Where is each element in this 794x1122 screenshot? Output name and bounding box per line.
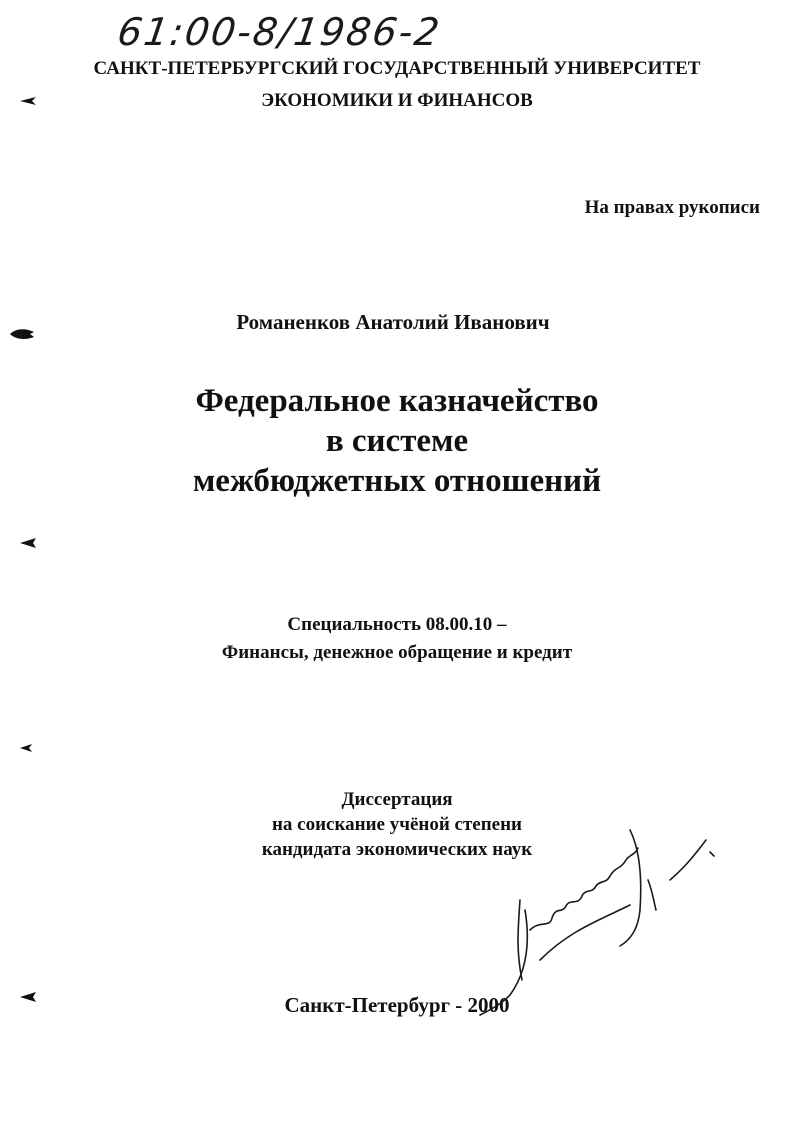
title-line-2: в системе [325,423,469,459]
university-line-2: ЭКОНОМИКИ И ФИНАНСОВ [261,90,533,111]
title-line-3: межбюджетных отношений [192,463,602,499]
author-name: Романенков Анатолий Иванович [236,310,550,334]
dissertation-line-2: на соискание учёной степени [271,814,522,835]
handwritten-archive-code [114,10,538,60]
archive-code-text: 61:00-8/1986-2 [114,10,444,54]
university-line-1: САНКТ-ПЕТЕРБУРГСКИЙ ГОСУДАРСТВЕННЫЙ УНИВЕРСИТЕТ [93,58,701,79]
specialty-line-2: Финансы, денежное обращение и кредит [221,642,573,663]
margin-mark [18,742,38,754]
margin-mark [8,325,38,343]
margin-mark [18,990,42,1004]
dissertation-line-3: кандидата экономических наук [261,839,533,860]
margin-mark [18,536,42,550]
specialty-line-1: Специальность 08.00.10 – [287,614,507,635]
dissertation-line-1: Диссертация [341,789,453,810]
margin-mark [18,94,42,108]
city-year: Санкт-Петербург - 2000 [284,993,510,1017]
manuscript-rights-label: На правах рукописи [584,197,760,218]
handwritten-signature [470,810,730,1020]
title-line-1: Федеральное казначейство [195,383,599,419]
